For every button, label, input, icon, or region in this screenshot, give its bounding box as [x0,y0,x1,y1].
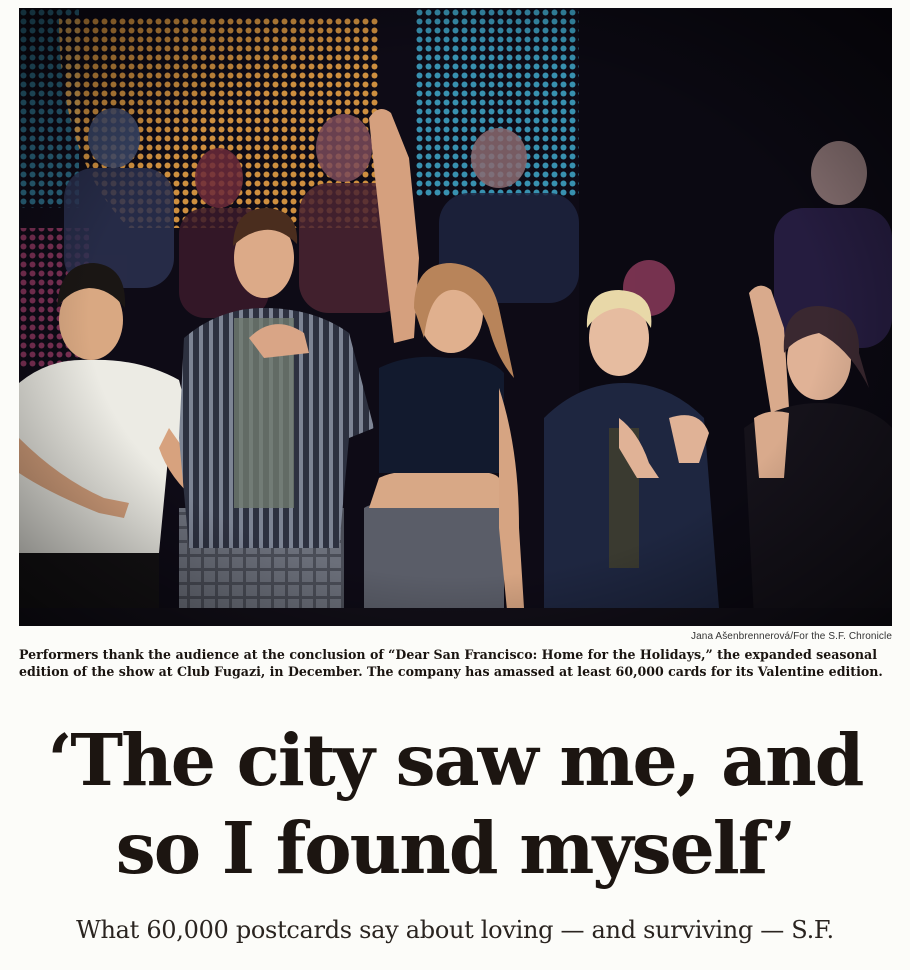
photo-caption: Performers thank the audience at the conclusion of “Dear San Francisco: Home for the Holidays,” the expanded seasonal edition of the show at Club Fugazi, in December. The company has amassed at least 60,000 cards for its Valentine edition. [19,647,883,679]
photo-credit: Jana Ašenbrennerová/For the S.F. Chronicle [691,631,892,642]
headline-line-1: ‘The city saw me, and [47,718,863,802]
headline-line-2: so I found myself’ [115,806,795,890]
concert-curtain-call-photo-icon [19,8,892,626]
headline [0,716,910,892]
subheadline: What 60,000 postcards say about loving — and surviving — S.F. [76,916,834,944]
performers-photo [19,8,892,626]
